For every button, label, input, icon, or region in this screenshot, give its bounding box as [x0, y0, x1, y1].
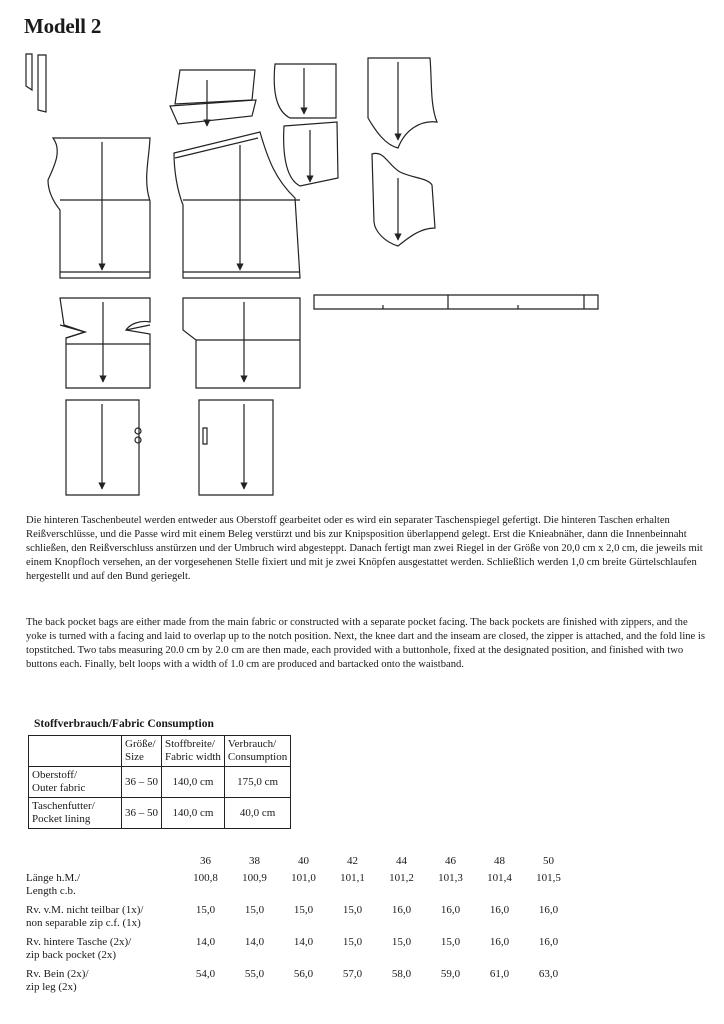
value-cell: 100,8	[193, 872, 218, 884]
value-cell: 15,0	[195, 904, 216, 916]
value-cell: 56,0	[293, 968, 314, 980]
value-cell: 101,2	[389, 872, 414, 884]
value-cell: 55,0	[244, 968, 265, 980]
value-cell: 16,0	[538, 936, 559, 948]
material-cell: Oberstoff/ Outer fabric	[29, 767, 122, 798]
table-row	[26, 904, 573, 936]
size-header: 48	[494, 854, 505, 867]
waistband-piece	[314, 295, 598, 309]
row-label: Länge h.M./ Length c.b.	[26, 872, 81, 897]
value-cell: 15,0	[342, 904, 363, 916]
value-cell: 14,0	[244, 936, 265, 948]
page-title: Modell 2	[24, 14, 102, 38]
size-header-row	[26, 854, 573, 872]
size-header: 40	[298, 854, 309, 867]
value-cell: 15,0	[342, 936, 363, 948]
value-cell: 16,0	[489, 936, 510, 948]
table-header-row	[29, 736, 291, 767]
value-cell: 54,0	[195, 968, 216, 980]
pocket-bag-piece-2	[372, 153, 435, 246]
size-header: 46	[445, 854, 456, 867]
size-cell: 36 – 50	[122, 798, 162, 829]
pocket-bag-piece-1	[368, 58, 437, 148]
value-cell: 101,3	[438, 872, 463, 884]
table-row	[26, 968, 573, 1000]
back-pocket-piece-2	[284, 122, 338, 186]
value-cell: 15,0	[440, 936, 461, 948]
value-cell: 101,0	[291, 872, 316, 884]
consumption-cell: 175,0 cm	[224, 767, 290, 798]
table-row	[29, 767, 291, 798]
header-size: Größe/ Size	[122, 736, 162, 767]
description-german: Die hinteren Taschenbeutel werden entweder aus Oberstoff gearbeitet oder es wird ein separater Taschenspiegel gefertigt. Die hinteren Taschen erhalten Reißverschlüsse, und die Passe wird mit einem Beleg verstürzt und bis zur Knipsposition überlappend gelegt. Erst die Knieabnäher, dann die Innenbeinnaht schließen, den Reißverschluss anstürzen und der Umbruch wird abgesteppt. Danach fertigt man zwei Riegel in der Größe von 20,0 cm x 2,0 cm, die jeweils mit einem Knopfloch versehen, an der vorgesehenen Stelle fixiert und mit je zwei Knöpfen ausgestattet werden. Schließlich werden 1,0 cm breite Gürtelschlaufen hergestellt und auf den Bund geriegelt.	[26, 515, 703, 582]
size-header: 50	[543, 854, 554, 867]
fabric-consumption-table	[28, 735, 291, 829]
consumption-cell: 40,0 cm	[224, 798, 290, 829]
pattern-diagram	[0, 0, 724, 510]
back-pocket-piece-1	[274, 64, 336, 118]
front-leg-mid-piece	[60, 298, 150, 388]
value-cell: 14,0	[195, 936, 216, 948]
size-cell: 36 – 50	[122, 767, 162, 798]
header-empty	[26, 854, 181, 872]
value-cell: 101,1	[340, 872, 365, 884]
value-cell: 63,0	[538, 968, 559, 980]
table-row	[26, 872, 573, 904]
back-leg-mid-piece	[183, 298, 300, 388]
value-cell: 15,0	[391, 936, 412, 948]
header-empty	[29, 736, 122, 767]
value-cell: 58,0	[391, 968, 412, 980]
value-cell: 101,5	[536, 872, 561, 884]
value-cell: 16,0	[391, 904, 412, 916]
yoke-piece-top	[170, 70, 256, 126]
fabric-table-caption: Stoffverbrauch/Fabric Consumption	[34, 718, 214, 730]
value-cell: 16,0	[489, 904, 510, 916]
front-leg-lower-piece	[66, 400, 141, 495]
value-cell: 15,0	[244, 904, 265, 916]
width-cell: 140,0 cm	[162, 798, 225, 829]
fly-piece-left	[26, 54, 32, 90]
size-header: 44	[396, 854, 407, 867]
size-measurement-table	[26, 854, 573, 1000]
value-cell: 101,4	[487, 872, 512, 884]
value-cell: 16,0	[538, 904, 559, 916]
header-fabric-width: Stoffbreite/ Fabric width	[162, 736, 225, 767]
value-cell: 16,0	[440, 904, 461, 916]
value-cell: 61,0	[489, 968, 510, 980]
value-cell: 57,0	[342, 968, 363, 980]
table-row	[26, 936, 573, 968]
row-label: Rv. Bein (2x)/ zip leg (2x)	[26, 968, 89, 993]
fly-piece-right	[38, 55, 46, 112]
back-leg-lower-piece	[199, 400, 273, 495]
header-consumption: Verbrauch/ Consumption	[224, 736, 290, 767]
material-cell: Taschenfutter/ Pocket lining	[29, 798, 122, 829]
width-cell: 140,0 cm	[162, 767, 225, 798]
table-row	[29, 798, 291, 829]
value-cell: 15,0	[293, 904, 314, 916]
row-label: Rv. hintere Tasche (2x)/ zip back pocket (2x)	[26, 936, 132, 961]
back-leg-upper-piece	[174, 132, 300, 278]
size-header: 38	[249, 854, 260, 867]
value-cell: 59,0	[440, 968, 461, 980]
size-header: 42	[347, 854, 358, 867]
front-leg-upper-piece	[48, 138, 150, 278]
size-header: 36	[200, 854, 211, 867]
row-label: Rv. v.M. nicht teilbar (1x)/ non separable zip c.f. (1x)	[26, 904, 144, 929]
description-english: The back pocket bags are either made from the main fabric or constructed with a separate pocket facing. The back pockets are finished with zippers, and the yoke is turned with a facing and laid to overlap up to the notch position. Next, the knee dart and the inseam are closed, the zipper is attached, and the fold line is topstitched. Two tabs measuring 20.0 cm by 2.0 cm are then made, each provided with a buttonhole, fixed at the designated position, and finished with two buttons each. Finally, belt loops with a width of 1.0 cm are produced and bartacked onto the waistband.	[26, 617, 705, 670]
value-cell: 100,9	[242, 872, 267, 884]
value-cell: 14,0	[293, 936, 314, 948]
